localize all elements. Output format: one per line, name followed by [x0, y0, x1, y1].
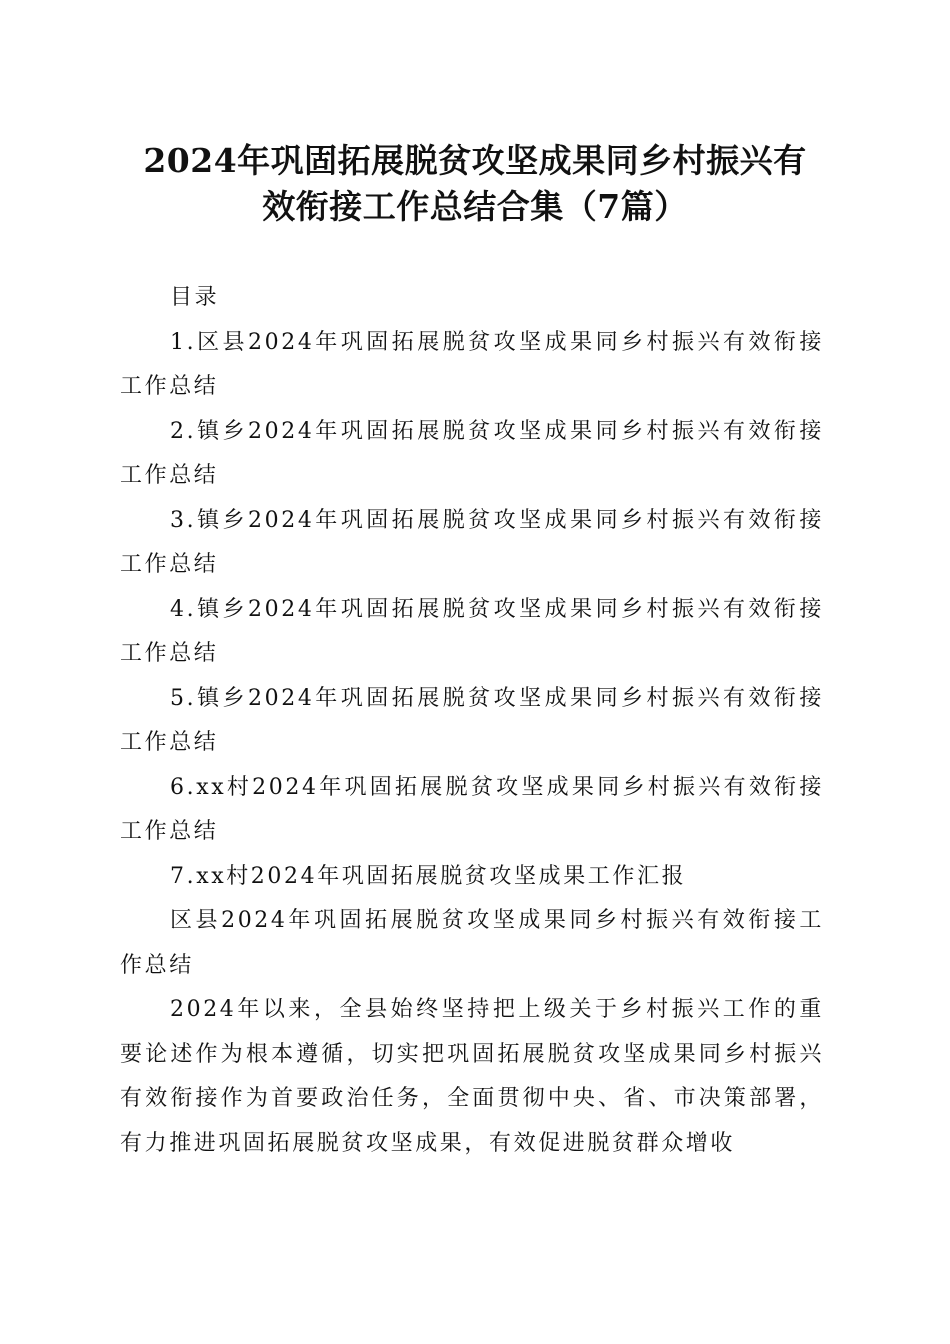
section-heading: 区县2024年巩固拓展脱贫攻坚成果同乡村振兴有效衔接工作总结 [120, 908, 824, 978]
section-paragraph: 2024年以来，全县始终坚持把上级关于乡村振兴工作的重要论述作为根本遵循，切实把巩固拓展脱贫攻坚成果同乡村振兴有效衔接作为首要政治任务，全面贯彻中央、省、市决策部署，有力推进巩固拓展脱贫攻坚成果，有效促进脱贫群众增收 [120, 997, 824, 1156]
toc-item-2: 2.镇乡2024年巩固拓展脱贫攻坚成果同乡村振兴有效衔接工作总结 [120, 418, 824, 488]
toc-item-4: 4.镇乡2024年巩固拓展脱贫攻坚成果同乡村振兴有效衔接工作总结 [120, 596, 824, 666]
document-title-line-2: 效衔接工作总结合集（7篇） [262, 187, 688, 226]
document-body [120, 276, 824, 1166]
toc-item-5: 5.镇乡2024年巩固拓展脱贫攻坚成果同乡村振兴有效衔接工作总结 [120, 685, 824, 755]
document-title-line-1: 2024年巩固拓展脱贫攻坚成果同乡村振兴有 [143, 141, 807, 180]
toc-heading: 目录 [170, 285, 220, 310]
toc-item-7: 7.xx村2024年巩固拓展脱贫攻坚成果工作汇报 [170, 863, 687, 889]
toc-item-3: 3.镇乡2024年巩固拓展脱贫攻坚成果同乡村振兴有效衔接工作总结 [120, 507, 824, 577]
toc-item-6: 6.xx村2024年巩固拓展脱贫攻坚成果同乡村振兴有效衔接工作总结 [120, 774, 824, 844]
document-title [120, 138, 830, 230]
toc-item-1: 1.区县2024年巩固拓展脱贫攻坚成果同乡村振兴有效衔接工作总结 [120, 329, 824, 399]
